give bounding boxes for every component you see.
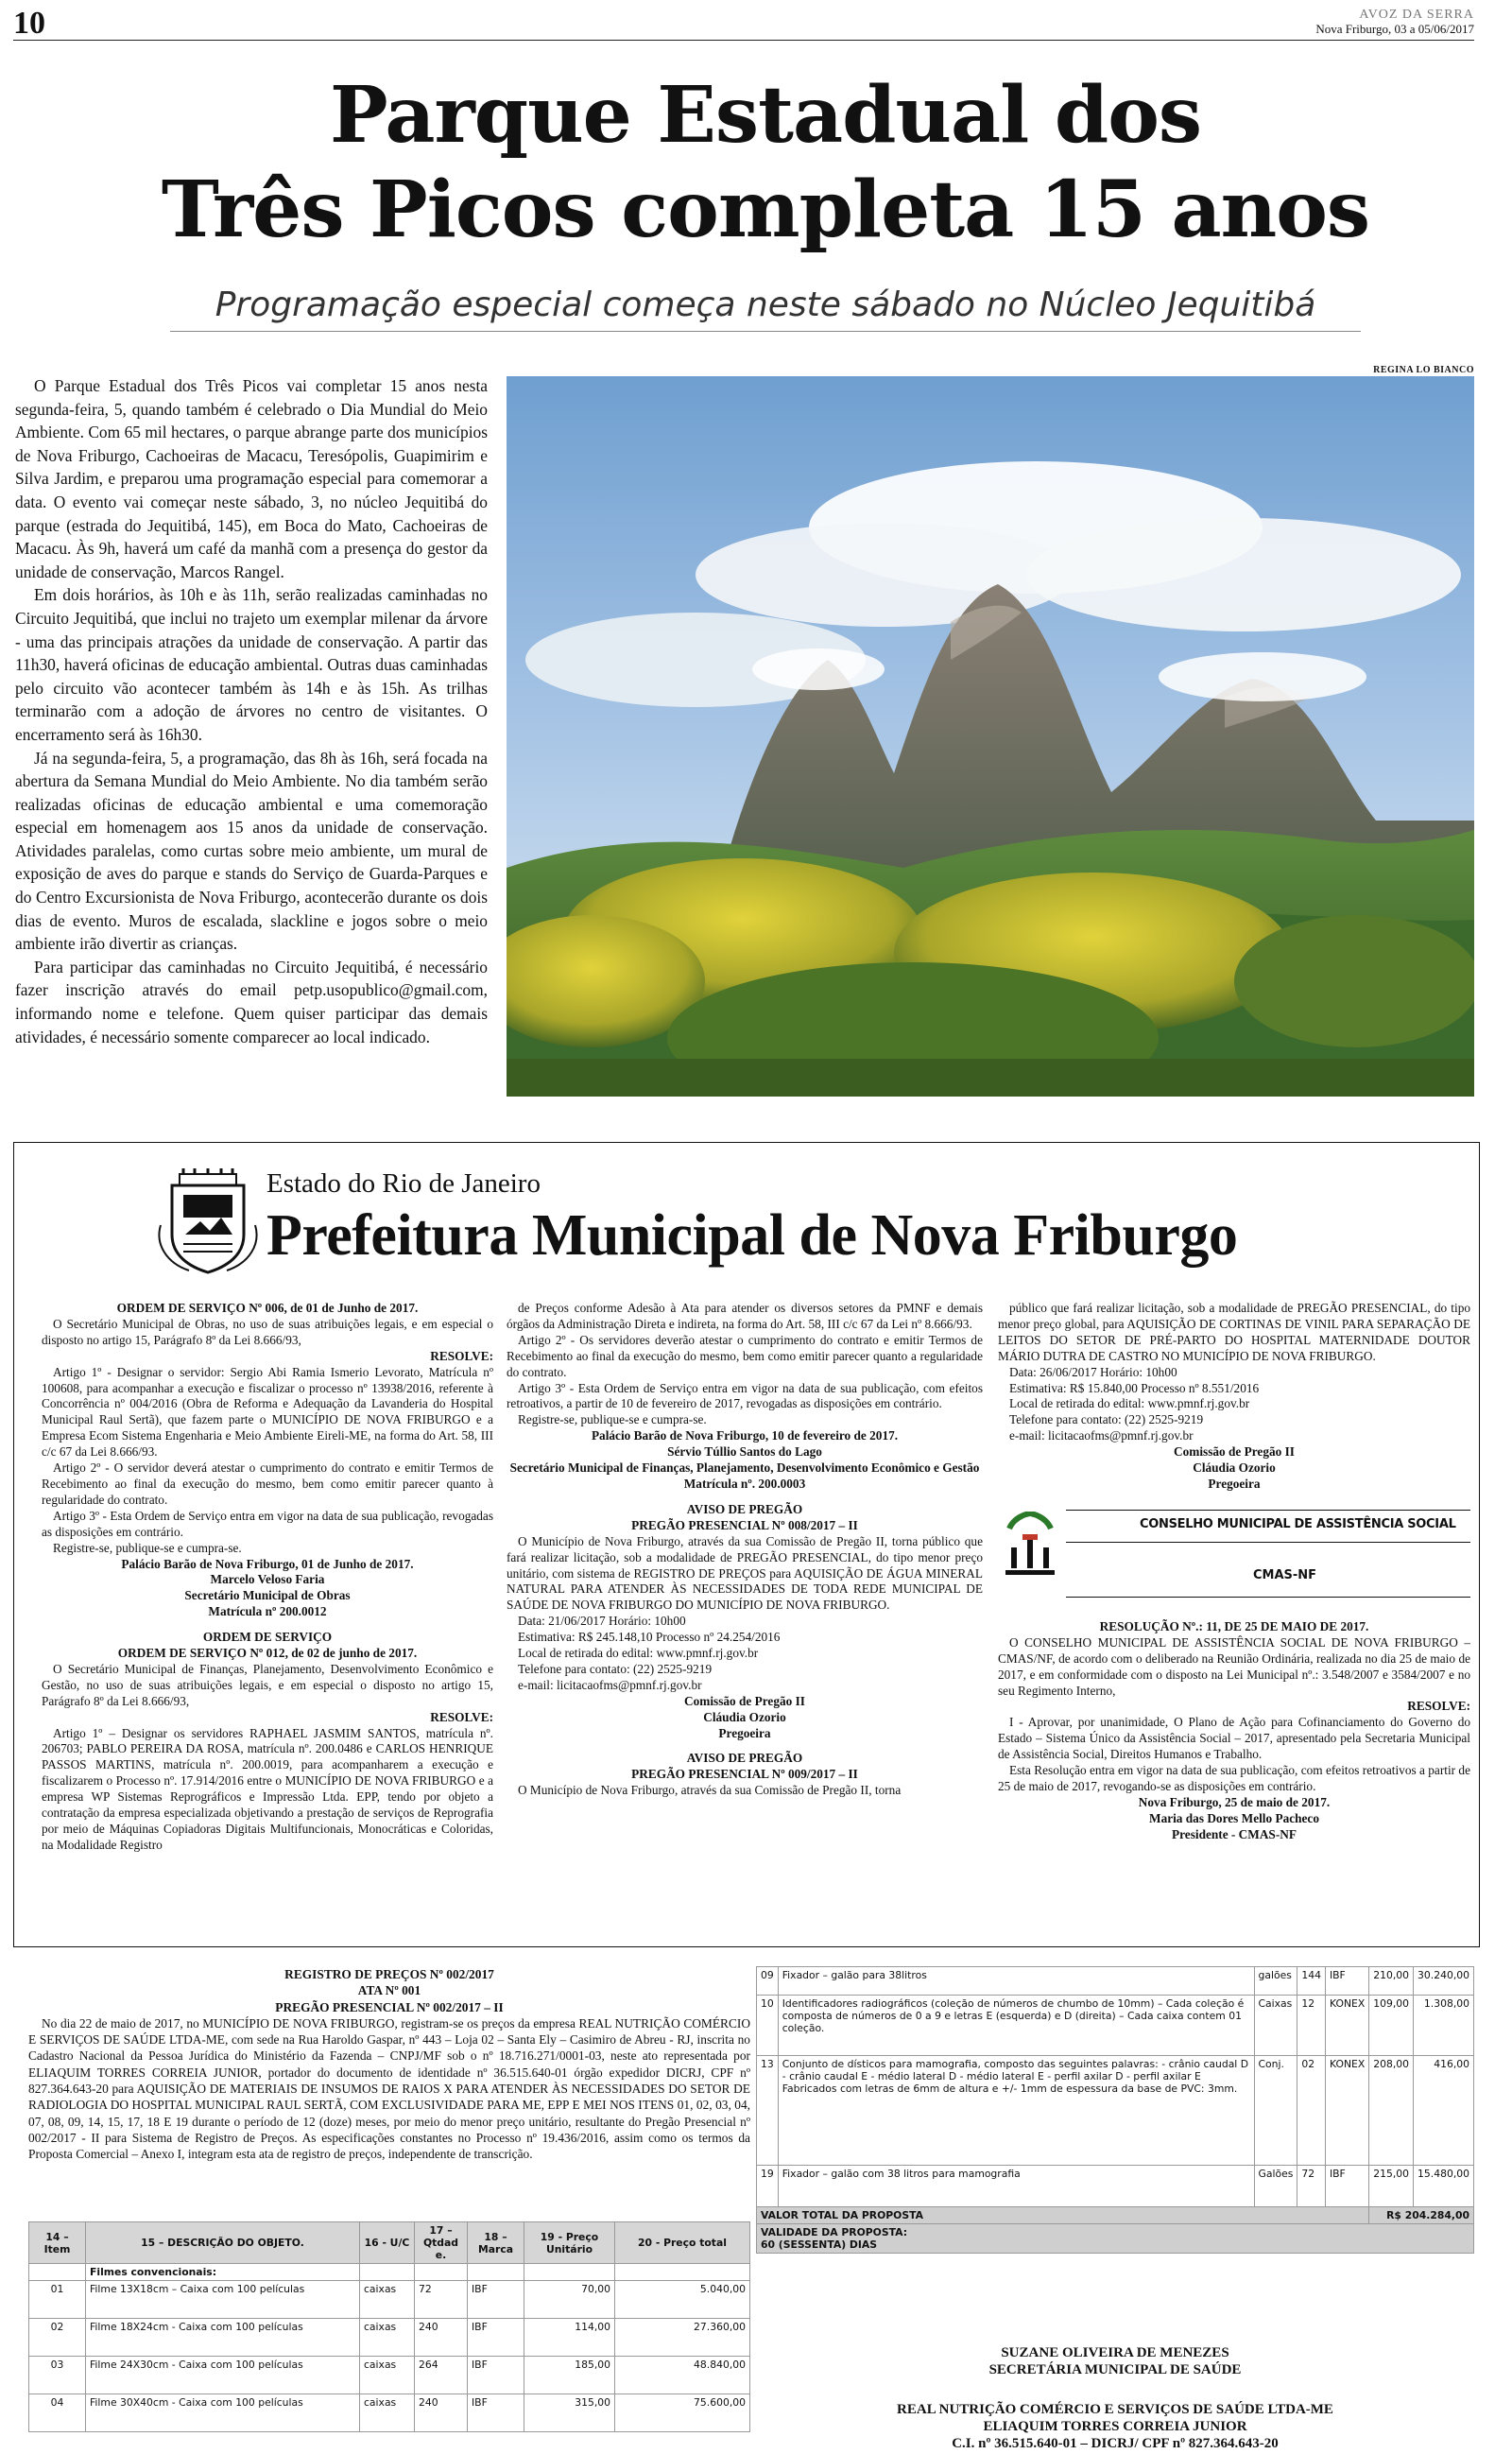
table-row [757,2056,1474,2166]
notice-line: Comissão de Pregão II [1174,1444,1295,1460]
table-cell: IBF [468,2394,524,2432]
total-row [757,2207,1474,2224]
notice-line: Pregoeira [718,1725,771,1740]
table-cell: caixas [360,2357,415,2394]
notice-line [507,1741,983,1751]
table-row [757,1996,1474,2056]
edition-date: Nova Friburgo, 03 a 05/06/2017 [1315,22,1474,36]
notice-line: Secretário Municipal de Finanças, Planejamento, Desenvolvimento Econômico e Gestão [509,1460,980,1476]
notice-line: Matrícula nº. 200.0003 [683,1476,806,1491]
notice-line: O Secretário Municipal de Obras, no uso de suas atribuições legais, e em especial o disposto no artigo 15, Parágrafo 8º da Lei 8.666/93, [42,1316,493,1347]
table-cell: 02 [29,2319,86,2357]
table-cell: 215,00 [1369,2166,1414,2207]
registro-precos [28,1966,750,2163]
total-value: R$ 204.284,00 [1369,2207,1474,2224]
table-cell: KONEX [1325,2056,1368,2166]
notice-line: Marcelo Veloso Faria [210,1572,325,1587]
notice-line: RESOLVE: [430,1348,493,1363]
notice-line [507,1493,983,1502]
table-header-cell: 18 – Marca [468,2222,524,2264]
article-paragraph: Em dois horários, às 10h e às 11h, serão realizadas caminhadas no Circuito Jequitibá, que inclui no trajeto um exemplar milenar da árvore - uma das principais atrações da unidade de conservação. A partir das 11h30, haverá oficinas de educação ambiental. Outras duas caminhadas pelo circuito vão acontecer também às 14h e às 15h. As trilhas terminarão com a adoção de árvores no centro de visitantes. O encerramento será às 16h30. [15,585,488,744]
table-cell: 04 [29,2394,86,2432]
table-cell [360,2264,415,2281]
signature-line: REAL NUTRIÇÃO COMÉRCIO E SERVIÇOS DE SAÚDE LTDA-ME [897,2402,1333,2417]
notice-line: de Preços conforme Adesão à Ata para atender os diversos setores da PMNF e demais órgãos da Administração Direta e indireta, na forma do Art. 58, III c/c 67 da Lei nº 8.666/93. [507,1301,983,1331]
registro-body: No dia 22 de maio de 2017, no MUNICÍPIO DE NOVA FRIBURGO, registram-se os preços da empresa REAL NUTRIÇÃO COMÉRCIO E SERVIÇOS DE SAÚDE LTDA-ME, com sede na Rua Haroldo Gaspar, nº 443 – Loja 02 – Santa Ely – Casimiro de Abreu - RJ, inscrita no Cadastro Nacional da Pessoa Jurídica do Ministério da Fazenda – CNPJ/MF sob o nº 18.716.271/0001-03, neste ato representada por ELIAQUIM TORRES CORREIA JUNIOR, portador do documento de identidade nº 36.515.640-01 órgão expedidor DICRJ, CPF nº 827.364.643-20 para AQUISIÇÃO DE MATERIAIS DE INSUMOS DE RAIOS X PARA ATENDER ÀS NECESSIDADES DO SETOR DE RADIOLOGIA DO HOSPITAL MUNICIPAL RAUL SERTÃ, COM EXCLUSIVIDADE PARA ME, EPP E MEI NOS ITENS 01, 02, 03, 04, 07, 08, 09, 14, 15, 17, 18 E 19 durante o período de 12 (doze) meses, por meio do menor preço unitário, resultante do Pregão Presencial nº 002/2017 - II para Sistema de Registro de Preços. As especificações constantes no Processo nº 19.436/2016, assim como os termos da Proposta Comercial – Anexo I, integram esta ata de registro de preços, independente de transcrição. [28,2015,750,2162]
mountain-landscape-image [507,376,1474,1097]
table-cell: IBF [468,2281,524,2319]
signature-line: SECRETÁRIA MUNICIPAL DE SAÚDE [988,2362,1242,2377]
notice-line: PREGÃO PRESENCIAL Nº 008/2017 – II [631,1517,858,1532]
table-cell: 185,00 [524,2357,615,2394]
notice-line: Artigo 3º - Esta Ordem de Serviço entra em vigor na data de sua publicação, com efeitos retroativos, a partir de 10 de fevereiro de 2017, revogadas as disposições em contrário. [507,1380,983,1411]
table-cell [415,2264,468,2281]
table-header-row [29,2222,750,2264]
notice-line: O Município de Nova Friburgo, através da sua Comissão de Pregão II, torna [518,1783,902,1798]
table-cell: 13 [757,2056,779,2166]
table-cell: galões [1254,1967,1297,1996]
cmas-acronym: CMAS-NF [1253,1567,1317,1582]
notice-line: AVISO DE PREGÃO [686,1751,803,1766]
notice-line: O Município de Nova Friburgo, através da sua Comissão de Pregão II, torna público que fará realizar licitação, sob a modalidade de PREGÃO PRESENCIAL, do tipo menor preço unitário, com sistema de REGISTRO DE PREÇOS para AQUISIÇÃO DE ÁGUA MINERAL NATURAL PARA ATENDER ÀS NECESSIDADES DE TODA REDE MUNICIPAL DE SAÚDE DE NOVA FRIBURGO DO MUNICÍPIO DE NOVA FRIBURGO. [507,1533,983,1613]
notice-line: RESOLVE: [1407,1699,1470,1714]
notice-line: Telefone para contato: (22) 2525-9219 [1009,1412,1204,1427]
prefeitura-title: Prefeitura Municipal de Nova Friburgo [266,1203,1238,1268]
notice-line: Data: 26/06/2017 Horário: 10h00 [1009,1364,1177,1379]
validity-value: 60 (SESSENTA) DIAS [761,2238,878,2251]
table-cell: Fixador – galão com 38 litros para mamografia [778,2166,1254,2207]
notice-line: e-mail: licitacaofms@pmnf.rj.gov.br [1009,1428,1194,1443]
headline-line-1: Parque Estadual dos [329,70,1202,161]
table-cell: KONEX [1325,1996,1368,2056]
table-cell [615,2264,750,2281]
table-cell: 240 [415,2319,468,2357]
notice-line: Local de retirada do edital: www.pmnf.rj.gov.br [1009,1396,1250,1411]
table-cell: 70,00 [524,2281,615,2319]
notice-line: ORDEM DE SERVIÇO Nº 006, de 01 de Junho de 2017. [116,1301,419,1315]
table-cell: 30.240,00 [1414,1967,1474,1996]
table-cell [468,2264,524,2281]
table-cell: 09 [757,1967,779,1996]
notice-line: e-mail: licitacaofms@pmnf.rj.gov.br [518,1677,702,1692]
table-row [29,2394,750,2432]
subtitle-rule [170,331,1361,332]
notice-line: público que fará realizar licitação, sob a modalidade de PREGÃO PRESENCIAL, do tipo menor preço global, para AQUISIÇÃO DE CORTINAS DE VINIL PARA SEPARAÇÃO DE LEITOS DO SETOR DE PRÉ-PARTO DO HOSPITAL MATERNIDADE DOUTOR MÁRIO DUTRA DE CASTRO NO MUNICÍPIO DE NOVA FRIBURGO. [998,1301,1470,1363]
table-cell: 75.600,00 [615,2394,750,2432]
table-cell: 02 [1297,2056,1326,2166]
table-cell: 72 [415,2281,468,2319]
table-cell: 27.360,00 [615,2319,750,2357]
table-cell: IBF [468,2357,524,2394]
table-cell: Caixas [1254,1996,1297,2056]
table-cell: Fixador – galão para 38litros [778,1967,1254,1996]
signatures [756,2344,1474,2452]
cmas-top-rule [1066,1510,1470,1511]
signature-line: SUZANE OLIVEIRA DE MENEZES [1001,2345,1229,2360]
cmas-logo-icon [1002,1512,1058,1578]
notice-line: Artigo 3º - Esta Ordem de Serviço entra em vigor na data de sua publicação, revogadas as disposições em contrário. [42,1508,493,1539]
table-cell: 1.308,00 [1414,1996,1474,2056]
items-table-left [28,2221,750,2432]
estado-label: Estado do Rio de Janeiro [266,1168,541,1199]
signature-line: ELIAQUIM TORRES CORREIA JUNIOR [983,2419,1247,2434]
total-label: VALOR TOTAL DA PROPOSTA [757,2207,1369,2224]
notice-line: RESOLUÇÃO Nº.: 11, DE 25 DE MAIO DE 2017. [1099,1618,1369,1633]
table-cell [524,2264,615,2281]
table-header-cell: 15 – DESCRIÇÃO DO OBJETO. [86,2222,360,2264]
table-header-cell: 14 – Item [29,2222,86,2264]
table-cell: IBF [468,2319,524,2357]
table-cell: Conjunto de dísticos para mamografia, composto das seguintes palavras: - crânio caudal D - crânio caudal E - médio lateral D - médio lateral E - perfil axilar D - perfil axilar E Fabricados com letras de 6mm de altura e +/- 1mm de espessura da base de PVC: 3mm. [778,2056,1254,2166]
table-cell: 12 [1297,1996,1326,2056]
table-cell: Filme 18X24cm - Caixa com 100 películas [86,2319,360,2357]
registro-title: REGISTRO DE PREÇOS Nº 002/2017 [284,1967,494,1981]
notice-line: Artigo 1º – Designar os servidores RAPHAEL JASMIM SANTOS, matrícula nº. 206703; PABLO PEREIRA DA ROSA, matrícula nº. 200.0486 e CARLOS HENRIQUE PASSOS MARTINS, matrícula nº. 200.0019, para acompanharem a execução e fiscalizarem o Processo nº. 17.914/2016 entre o MUNICÍPIO DE NOVA FRIBURGO e a empresa WP Sistemas Reprográficos e Impressão Ltda. EPP, tendo por objeto a contratação da empresa especializada objetivando a prestação de serviços de Reprografia por meio de Máquinas Copiadoras Digitais Multifuncionais, Monocráticas e Coloridas, na Modalidade Registro [42,1725,493,1852]
notice-line: Artigo 2º - Os servidores deverão atestar o cumprimento do contrato e emitir Termos de Recebimento ao final da execução do mesmo, bem como emitir parecer quanto a regularidade do contrato. [507,1332,983,1379]
table-cell: caixas [360,2281,415,2319]
headline-line-2: Três Picos completa 15 anos [161,164,1370,255]
table-cell: Filme 30X40cm - Caixa com 100 películas [86,2394,360,2432]
notice-line: Estimativa: R$ 15.840,00 Processo nº 8.551/2016 [1009,1380,1260,1395]
notice-line: Maria das Dores Mello Pacheco [1149,1810,1319,1825]
table-header-cell: 19 - Preço Unitário [524,2222,615,2264]
article-paragraph: Para participar das caminhadas no Circuito Jequitibá, é necessário fazer inscrição através do email petp.usopublico@gmail.com, informando nome e telefone. Quem quiser participar das demais atividades, é necessário somente comparecer ao local indicado. [15,957,488,1046]
table-cell: IBF [1325,1967,1368,1996]
table-cell: 72 [1297,2166,1326,2207]
notice-line: Artigo 2º - O servidor deverá atestar o cumprimento do contrato e emitir Termos de Recebimento ao final da execução do mesmo, bem como emitir parecer quanto à regularidade do contrato. [42,1460,493,1507]
notice-line: Telefone para contato: (22) 2525-9219 [518,1661,713,1676]
notice-line: Local de retirada do edital: www.pmnf.rj.gov.br [518,1646,759,1661]
table-cell: Conj. [1254,2056,1297,2166]
cmas-resolution [998,1619,1470,1843]
municipal-crest-icon [151,1168,265,1278]
table-cell: 264 [415,2357,468,2394]
table-subheader: Filmes convencionais: [86,2264,360,2281]
table-row [29,2281,750,2319]
notice-line: Artigo 1º - Designar o servidor: Sergio Abi Ramia Ismerio Levorato, Matrícula nº 100608, para acompanhar a execução e fiscalizar o processo nº 13938/2016, referente à Concorrência nº 004/2016 (Obra de Reforma e Adequação da Lavanderia do Hospital Municipal Raul Sertã), que fazem parte o MUNICÍPIO DE NOVA FRIBURGO e a Empresa Ecom Sistema Engenharia e Meio Ambiente Eireli-ME, na forma do Art. 58, III c/c 67 da Lei 8.666/93. [42,1364,493,1460]
table-cell: caixas [360,2319,415,2357]
mountain-photo [507,376,1474,1097]
notice-line: PREGÃO PRESENCIAL Nº 009/2017 – II [631,1767,858,1782]
article-body [15,374,488,1102]
notice-line: Palácio Barão de Nova Friburgo, 01 de Junho de 2017. [121,1556,414,1571]
items-table-right [756,1966,1474,2254]
notice-line: O CONSELHO MUNICIPAL DE ASSISTÊNCIA SOCIAL DE NOVA FRIBURGO – CMAS/NF, de acordo com o deliberado na Reunião Ordinária, realizada no dia 25 de maio de 2017, e em conformidade com o disposto na Lei Municipal nº.: 3.548/2007 e 3584/2007 e no seu Regimento Interno, [998,1634,1470,1698]
cmas-title: CONSELHO MUNICIPAL DE ASSISTÊNCIA SOCIAL [1140,1516,1456,1531]
table-cell: Identificadores radiográficos (coleção de números de chumbo de 10mm) – Cada coleção é composta de números de 0 a 9 e letras E (esquerda) e D (direita) – Cada caixa contem 01 coleção. [778,1996,1254,2056]
cmas-header [998,1502,1470,1612]
notice-column-b [507,1301,983,1934]
table-cell: 114,00 [524,2319,615,2357]
table-cell: 5.040,00 [615,2281,750,2319]
notice-line: Palácio Barão de Nova Friburgo, 10 de fevereiro de 2017. [591,1428,899,1443]
table-cell: Filme 13X18cm – Caixa com 100 películas [86,2281,360,2319]
notice-line: Comissão de Pregão II [684,1693,805,1708]
notice-line: ORDEM DE SERVIÇO [202,1630,333,1645]
table-cell: 109,00 [1369,1996,1414,2056]
header-rule [13,40,1474,41]
notice-line: Nova Friburgo, 25 de maio de 2017. [1138,1794,1331,1809]
article-paragraph: O Parque Estadual dos Três Picos vai completar 15 anos nesta segunda-feira, 5, quando também é celebrado o Dia Mundial do Meio Ambiente. Com 65 mil hectares, o parque abrange parte dos municípios de Nova Friburgo, Cachoeiras de Macacu, Teresópolis, Guapimirim e Silva Jardim, e preparou uma programação especial para comemorar a data. O evento vai começar neste sábado, 3, no núcleo Jequitibá do parque (estrada do Jequitibá, 145), em Boca do Mato, Cachoeiras de Macacu. Às 9h, haverá um café da manhã com a presença do gestor da unidade de conservação, Marcos Rangel. [15,376,488,581]
table-cell: 19 [757,2166,779,2207]
notice-line: Registre-se, publique-se e cumpra-se. [518,1412,707,1427]
signature-line: C.I. nº 36.515.640-01 – DICRJ/ CPF nº 827.364.643-20 [952,2436,1279,2451]
table-cell: 416,00 [1414,2056,1474,2166]
notice-line: Estimativa: R$ 245.148,10 Processo nº 24.254/2016 [518,1630,781,1645]
notice-line: ORDEM DE SERVIÇO Nº 012, de 02 de junho de 2017. [117,1646,418,1661]
validity-label: VALIDADE DA PROPOSTA: [761,2226,908,2238]
table-cell: IBF [1325,2166,1368,2207]
notice-line: Esta Resolução entra em vigor na data de sua publicação, com efeitos retroativos a partir de 25 de maio de 2017, revogando-se as disposições em contrário. [998,1763,1470,1793]
notice-line: Cláudia Ozorio [1193,1460,1276,1476]
table-cell: 144 [1297,1967,1326,1996]
notice-line: Data: 21/06/2017 Horário: 10h00 [518,1614,686,1629]
notice-line: Secretário Municipal de Obras [184,1588,351,1603]
notice-line: Registre-se, publique-se e cumpra-se. [53,1540,242,1555]
pregao-notice [998,1301,1470,1493]
notice-line: RESOLVE: [430,1709,493,1724]
table-header-cell: 16 - U/C [360,2222,415,2264]
table-row [29,2319,750,2357]
notice-line: I - Aprovar, por unanimidade, O Plano de Ação para Cofinanciamento do Governo do Estado – Sistema Único da Assistência Social – 2017, apresentado pela Secretaria Municipal de Assistência Social, Direitos Humanos e Trabalho. [998,1715,1470,1762]
table-cell: 240 [415,2394,468,2432]
notice-column-a [42,1301,493,1934]
article-paragraph: Já na segunda-feira, 5, a programação, das 8h às 16h, será focada na abertura da Semana Mundial do Meio Ambiente. No dia também serão realizadas oficinas de educação ambiental e uma comemoração especial em homenagem aos 15 anos da unidade de conservação. Atividades paralelas, como curtas sobre meio ambiente, um mural de exposição de aves do parque e stands do Serviço de Guarda-Parques e do Centro Excursionista de Nova Friburgo, acontecerão durante os dois dias de evento. Muros de escalada, slackline e jogos sobre o meio ambiente irão divertir as crianças. [15,748,488,954]
pregao-title: PREGÃO PRESENCIAL Nº 002/2017 – II [275,1999,504,2014]
notice-line: Presidente - CMAS-NF [1172,1826,1297,1841]
table-cell: Filme 24X30cm - Caixa com 100 películas [86,2357,360,2394]
newspaper-header [1315,8,1474,36]
photo-credit: REGINA LO BIANCO [1373,365,1474,375]
signature-gap [756,2378,1474,2401]
notice-line: Sérvio Túllio Santos do Lago [667,1444,822,1460]
notice-line: O Secretário Municipal de Finanças, Planejamento, Desenvolvimento Econômico e Gestão, no uso de suas atribuições legais, e em especial o disposto no artigo 15, Parágrafo 8º da Lei 8.666/93, [42,1661,493,1708]
cmas-middle-rule [1066,1542,1470,1543]
table-row [29,2264,750,2281]
table-cell: 10 [757,1996,779,2056]
notice-line: AVISO DE PREGÃO [686,1501,803,1516]
validity-row [757,2224,1474,2254]
table-cell: 48.840,00 [615,2357,750,2394]
table-cell: 01 [29,2281,86,2319]
table-header-cell: 17 – Qtdad e. [415,2222,468,2264]
table-cell: 208,00 [1369,2056,1414,2166]
notice-line [42,1620,493,1630]
table-cell [29,2264,86,2281]
table-row [757,2166,1474,2207]
table-row [29,2357,750,2394]
page-number: 10 [13,6,45,41]
notice-column-c [998,1301,1470,1934]
table-cell: 315,00 [524,2394,615,2432]
table-row [757,1967,1474,1996]
table-cell: 03 [29,2357,86,2394]
article-headline [57,68,1474,257]
notice-line: Cláudia Ozorio [703,1709,786,1724]
notice-line: Matrícula nº 200.0012 [208,1604,327,1619]
notice-line: Pregoeira [1208,1476,1261,1491]
ata-title: ATA Nº 001 [357,1983,421,1998]
table-cell: 210,00 [1369,1967,1414,1996]
table-cell: Galões [1254,2166,1297,2207]
article-subtitle: Programação especial começa neste sábado no Núcleo Jequitibá [215,285,1316,324]
table-header-cell: 20 - Preço total [615,2222,750,2264]
cmas-bottom-rule [1066,1597,1470,1598]
validity-cell [757,2224,1474,2254]
newspaper-name: AVOZ DA SERRA [1359,8,1474,22]
table-cell: 15.480,00 [1414,2166,1474,2207]
table-cell: caixas [360,2394,415,2432]
